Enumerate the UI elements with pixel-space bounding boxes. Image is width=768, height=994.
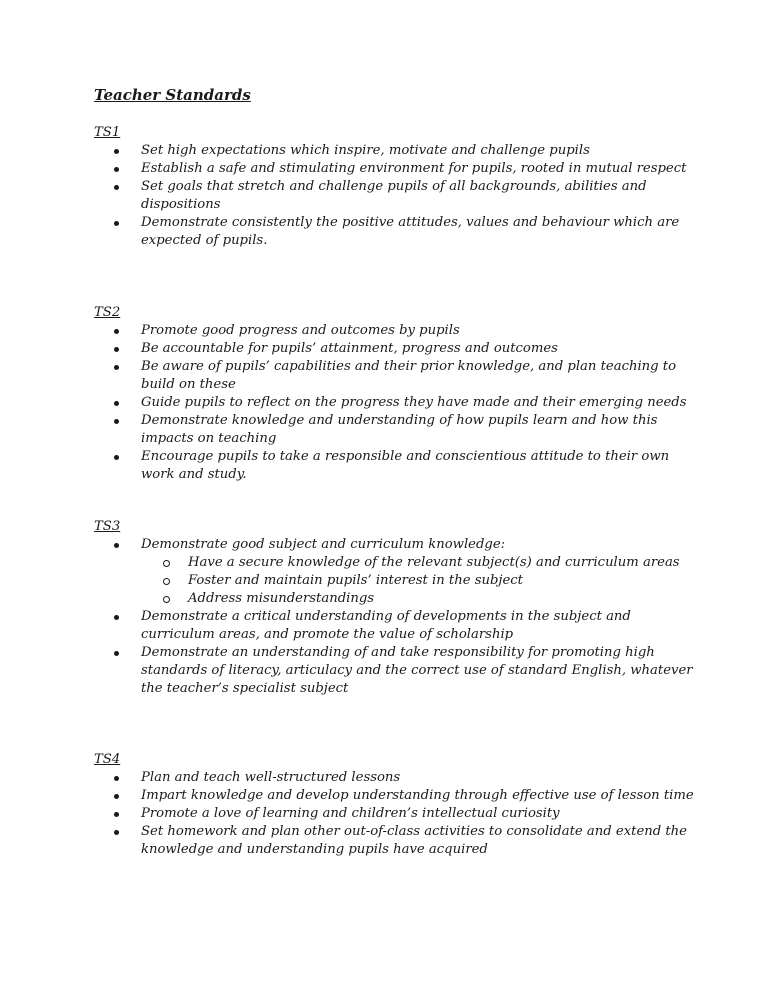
bullet-icon bbox=[114, 401, 119, 406]
list-item: Promote good progress and outcomes by pupils bbox=[94, 322, 694, 340]
bullet-icon bbox=[114, 812, 119, 817]
list-item: Impart knowledge and develop understanding through effective use of lesson time bbox=[94, 787, 694, 805]
sub-list bbox=[141, 554, 694, 608]
list-item: Plan and teach well-structured lessons bbox=[94, 769, 694, 787]
bullet-icon bbox=[114, 776, 119, 781]
hollow-bullet-icon bbox=[163, 596, 170, 603]
bullet-list bbox=[94, 142, 694, 250]
bullet-icon bbox=[114, 615, 119, 620]
bullet-icon bbox=[114, 419, 119, 424]
bullet-icon bbox=[114, 543, 119, 548]
section-ts4 bbox=[94, 751, 694, 859]
sub-list-item: Address misunderstandings bbox=[141, 590, 694, 608]
list-item: Promote a love of learning and children’s intellectual curiosity bbox=[94, 805, 694, 823]
sub-list-item: Foster and maintain pupils’ interest in the subject bbox=[141, 572, 694, 590]
bullet-icon bbox=[114, 347, 119, 352]
section-heading: TS3 bbox=[94, 519, 121, 534]
bullet-list bbox=[94, 536, 694, 698]
bullet-icon bbox=[114, 149, 119, 154]
bullet-icon bbox=[114, 221, 119, 226]
list-item: Demonstrate knowledge and understanding of how pupils learn and how this impacts on teaching bbox=[94, 412, 694, 448]
section-heading: TS4 bbox=[94, 752, 121, 767]
document-title: Teacher Standards bbox=[94, 86, 251, 104]
bullet-list bbox=[94, 322, 694, 484]
list-item: Demonstrate a critical understanding of developments in the subject and curriculum areas, and promote the value of scholarship bbox=[94, 608, 694, 644]
bullet-icon bbox=[114, 651, 119, 656]
bullet-icon bbox=[114, 167, 119, 172]
bullet-icon bbox=[114, 794, 119, 799]
section-ts1 bbox=[94, 124, 694, 250]
section-heading: TS2 bbox=[94, 305, 121, 320]
bullet-list bbox=[94, 769, 694, 859]
bullet-icon bbox=[114, 329, 119, 334]
section-ts3 bbox=[94, 518, 694, 698]
hollow-bullet-icon bbox=[163, 578, 170, 585]
list-item: Set homework and plan other out-of-class activities to consolidate and extend the knowledge and understanding pupils have acquired bbox=[94, 823, 694, 859]
list-item: Demonstrate consistently the positive attitudes, values and behaviour which are expected of pupils. bbox=[94, 214, 694, 250]
section-ts2 bbox=[94, 304, 694, 484]
list-item: Guide pupils to reflect on the progress they have made and their emerging needs bbox=[94, 394, 694, 412]
list-item: Be aware of pupils’ capabilities and their prior knowledge, and plan teaching to build on these bbox=[94, 358, 694, 394]
list-item: Set high expectations which inspire, motivate and challenge pupils bbox=[94, 142, 694, 160]
bullet-icon bbox=[114, 365, 119, 370]
hollow-bullet-icon bbox=[163, 560, 170, 567]
list-item: Demonstrate good subject and curriculum knowledge: Have a secure knowledge of the relevant subject(s) and curriculum areas Foster and maintain pupils’ interest in the subject Address misunderstandings bbox=[94, 536, 694, 608]
section-heading: TS1 bbox=[94, 125, 121, 140]
bullet-icon bbox=[114, 830, 119, 835]
list-item: Establish a safe and stimulating environment for pupils, rooted in mutual respect bbox=[94, 160, 694, 178]
sub-list-item: Have a secure knowledge of the relevant subject(s) and curriculum areas bbox=[141, 554, 694, 572]
list-item: Encourage pupils to take a responsible and conscientious attitude to their own work and study. bbox=[94, 448, 694, 484]
list-item: Set goals that stretch and challenge pupils of all backgrounds, abilities and dispositions bbox=[94, 178, 694, 214]
list-item: Demonstrate an understanding of and take responsibility for promoting high standards of literacy, articulacy and the correct use of standard English, whatever the teacher’s specialist subject bbox=[94, 644, 694, 698]
list-item: Be accountable for pupils’ attainment, progress and outcomes bbox=[94, 340, 694, 358]
bullet-icon bbox=[114, 185, 119, 190]
bullet-icon bbox=[114, 455, 119, 460]
